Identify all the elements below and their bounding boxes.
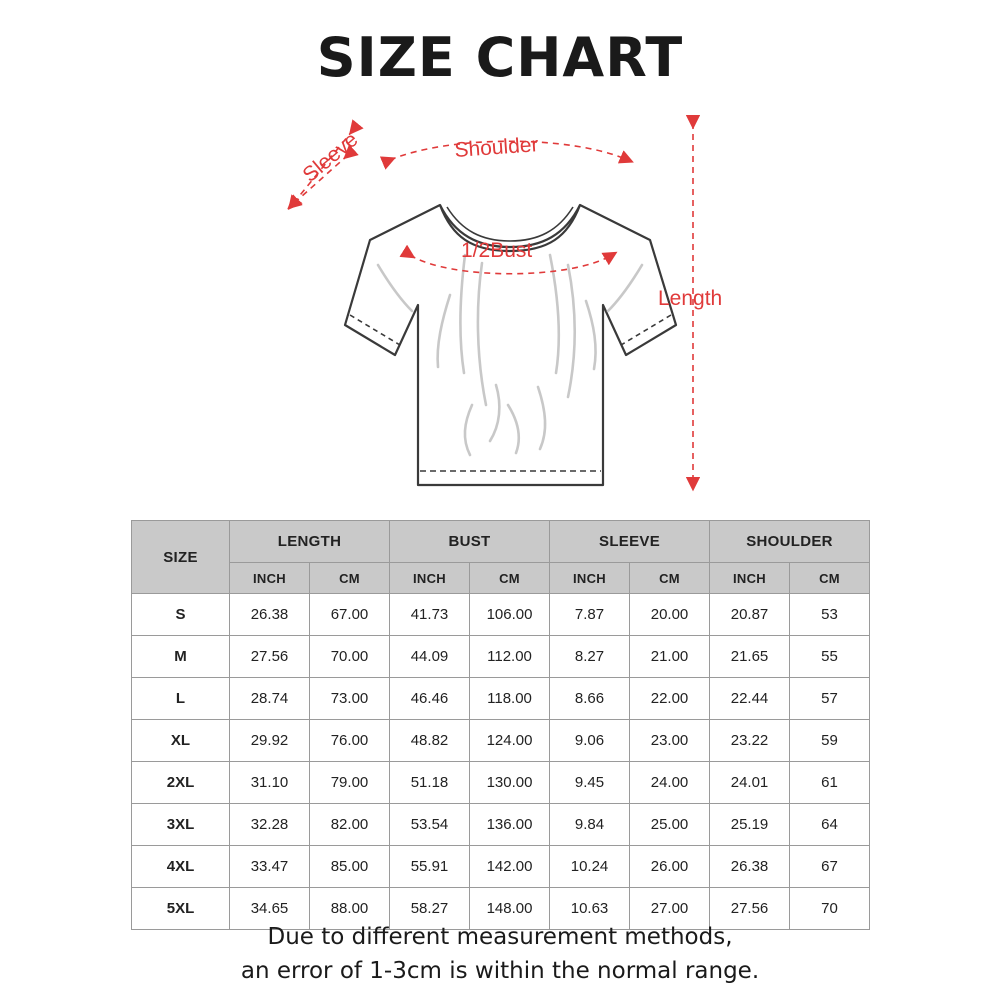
cell-bust-cm: 130.00 (470, 762, 550, 804)
table-row (132, 804, 870, 846)
table-row (132, 678, 870, 720)
cell-shoulder-cm: 53 (790, 594, 870, 636)
shoulder-label: Shoulder (453, 133, 540, 162)
cell-length-cm: 88.00 (310, 888, 390, 930)
cell-length-inch: 27.56 (230, 636, 310, 678)
header-shoulder-inch: INCH (710, 563, 790, 594)
table-row (132, 720, 870, 762)
header-bust: BUST (390, 521, 550, 563)
footnote-line-2: an error of 1-3cm is within the normal range. (240, 958, 760, 984)
cell-bust-cm: 136.00 (470, 804, 550, 846)
length-label: Length (658, 287, 723, 310)
cell-shoulder-cm: 64 (790, 804, 870, 846)
cell-length-inch: 29.92 (230, 720, 310, 762)
header-bust-cm: CM (470, 563, 550, 594)
sleeve-label: Sleeve (298, 127, 363, 187)
cell-bust-inch: 51.18 (390, 762, 470, 804)
cell-bust-inch: 48.82 (390, 720, 470, 762)
footnote-line-1: Due to different measurement methods, (267, 924, 733, 950)
cell-sleeve-inch: 7.87 (550, 594, 630, 636)
cell-size: M (132, 636, 230, 678)
cell-sleeve-cm: 24.00 (630, 762, 710, 804)
half-bust-label: 1/2Bust (461, 239, 533, 262)
header-length: LENGTH (230, 521, 390, 563)
cell-size: S (132, 594, 230, 636)
cell-length-inch: 32.28 (230, 804, 310, 846)
cell-shoulder-inch: 26.38 (710, 846, 790, 888)
header-length-inch: INCH (230, 563, 310, 594)
cell-bust-cm: 148.00 (470, 888, 550, 930)
size-table (131, 520, 870, 930)
cell-size: 3XL (132, 804, 230, 846)
cell-length-cm: 82.00 (310, 804, 390, 846)
cell-sleeve-inch: 8.66 (550, 678, 630, 720)
header-shoulder-cm: CM (790, 563, 870, 594)
page-title: SIZE CHART (316, 26, 684, 89)
cell-length-cm: 79.00 (310, 762, 390, 804)
header-length-cm: CM (310, 563, 390, 594)
cell-shoulder-inch: 27.56 (710, 888, 790, 930)
cell-length-cm: 67.00 (310, 594, 390, 636)
cell-sleeve-cm: 21.00 (630, 636, 710, 678)
cell-bust-cm: 112.00 (470, 636, 550, 678)
header-shoulder: SHOULDER (710, 521, 870, 563)
cell-shoulder-cm: 67 (790, 846, 870, 888)
table-row (132, 846, 870, 888)
cell-bust-cm: 142.00 (470, 846, 550, 888)
cell-sleeve-cm: 26.00 (630, 846, 710, 888)
cell-sleeve-inch: 8.27 (550, 636, 630, 678)
table-row (132, 762, 870, 804)
table-header (132, 521, 870, 594)
cell-length-inch: 31.10 (230, 762, 310, 804)
cell-sleeve-cm: 22.00 (630, 678, 710, 720)
header-size: SIZE (132, 521, 230, 594)
cell-shoulder-cm: 59 (790, 720, 870, 762)
cell-shoulder-cm: 57 (790, 678, 870, 720)
header-sleeve-cm: CM (630, 563, 710, 594)
table-row (132, 636, 870, 678)
cell-size: 4XL (132, 846, 230, 888)
footnote (0, 920, 1000, 988)
size-table-wrapper (131, 520, 869, 930)
header-sleeve-inch: INCH (550, 563, 630, 594)
cell-size: L (132, 678, 230, 720)
table-body (132, 594, 870, 930)
table-header-group-row (132, 521, 870, 563)
cell-sleeve-inch: 9.45 (550, 762, 630, 804)
cell-sleeve-inch: 9.84 (550, 804, 630, 846)
cell-shoulder-inch: 23.22 (710, 720, 790, 762)
table-row (132, 594, 870, 636)
cell-shoulder-cm: 61 (790, 762, 870, 804)
cell-length-inch: 28.74 (230, 678, 310, 720)
cell-size: 5XL (132, 888, 230, 930)
cell-sleeve-inch: 10.24 (550, 846, 630, 888)
cell-bust-inch: 41.73 (390, 594, 470, 636)
cell-bust-cm: 124.00 (470, 720, 550, 762)
cell-bust-cm: 106.00 (470, 594, 550, 636)
cell-length-inch: 34.65 (230, 888, 310, 930)
cell-shoulder-cm: 55 (790, 636, 870, 678)
cell-bust-cm: 118.00 (470, 678, 550, 720)
cell-bust-inch: 53.54 (390, 804, 470, 846)
header-sleeve: SLEEVE (550, 521, 710, 563)
cell-length-cm: 76.00 (310, 720, 390, 762)
cell-bust-inch: 58.27 (390, 888, 470, 930)
cell-shoulder-inch: 24.01 (710, 762, 790, 804)
cell-size: XL (132, 720, 230, 762)
cell-sleeve-inch: 9.06 (550, 720, 630, 762)
cell-shoulder-inch: 22.44 (710, 678, 790, 720)
cell-length-inch: 26.38 (230, 594, 310, 636)
cell-length-cm: 85.00 (310, 846, 390, 888)
cell-shoulder-cm: 70 (790, 888, 870, 930)
cell-shoulder-inch: 25.19 (710, 804, 790, 846)
cell-bust-inch: 46.46 (390, 678, 470, 720)
table-header-unit-row (132, 563, 870, 594)
cell-length-cm: 73.00 (310, 678, 390, 720)
cell-size: 2XL (132, 762, 230, 804)
cell-sleeve-cm: 23.00 (630, 720, 710, 762)
cell-length-cm: 70.00 (310, 636, 390, 678)
cell-sleeve-cm: 20.00 (630, 594, 710, 636)
cell-shoulder-inch: 20.87 (710, 594, 790, 636)
cell-bust-inch: 44.09 (390, 636, 470, 678)
cell-sleeve-cm: 27.00 (630, 888, 710, 930)
tshirt-measurement-diagram (250, 105, 770, 505)
cell-bust-inch: 55.91 (390, 846, 470, 888)
header-bust-inch: INCH (390, 563, 470, 594)
cell-shoulder-inch: 21.65 (710, 636, 790, 678)
cell-sleeve-cm: 25.00 (630, 804, 710, 846)
cell-length-inch: 33.47 (230, 846, 310, 888)
cell-sleeve-inch: 10.63 (550, 888, 630, 930)
